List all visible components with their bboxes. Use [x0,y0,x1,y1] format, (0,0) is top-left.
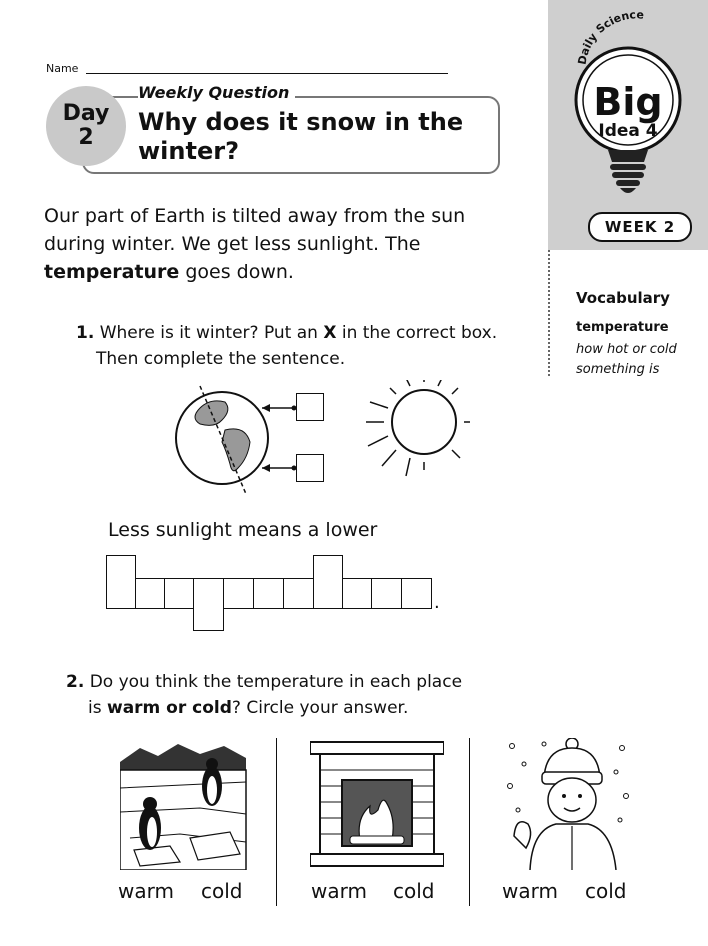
big-idea-bulb-icon [548,0,708,210]
letter-box[interactable] [253,578,284,609]
question-2-line2a: is [88,698,107,718]
question-2-line1: Do you think the temperature in each place [89,672,463,692]
intro-paragraph [44,202,504,286]
question-1-x: X [323,323,337,343]
letter-box[interactable] [371,578,402,609]
series-arc-text: Daily Science [575,8,645,66]
day-number: 2 [78,125,94,150]
choice-warm-fireplace[interactable]: warm [311,879,367,903]
idea-label: Idea 4 [598,121,658,141]
letter-box[interactable] [135,578,165,609]
question-2 [66,669,536,721]
column-divider [276,738,277,906]
letter-box[interactable] [283,578,314,609]
question-2-bold: warm or cold [106,698,232,718]
sentence-prompt: Less sunlight means a lower [108,519,378,541]
intro-text-2: goes down. [179,261,294,283]
south-hemisphere-checkbox[interactable] [296,454,324,482]
letter-box[interactable] [164,578,194,609]
weekly-question-label: Weekly Question [138,83,295,102]
vocabulary-term: temperature [576,320,669,335]
question-1-line1a: Where is it winter? Put an [99,323,324,343]
question-1-line1b: in the correct box. [336,323,498,343]
choice-warm-penguins[interactable]: warm [118,879,174,903]
fireplace-icon [310,740,444,870]
child-in-snow-icon [504,738,634,870]
letter-box[interactable] [401,578,432,609]
name-label: Name [46,62,79,75]
sidebar-divider [548,250,550,376]
question-1 [76,320,546,372]
letter-box[interactable] [106,555,136,609]
question-2-number: 2. [66,672,85,692]
choice-cold-penguins[interactable]: cold [201,879,243,903]
earth-icon [176,386,268,494]
question-2-line2b: ? Circle your answer. [231,698,409,718]
north-hemisphere-checkbox[interactable] [296,393,324,421]
weekly-question: Why does it snow in the winter? [138,108,464,165]
letter-box[interactable] [193,578,224,631]
vocabulary-definition: how hot or cold something is [576,342,677,377]
question-1-number: 1. [76,323,95,343]
vocabulary-title: Vocabulary [576,289,670,307]
letter-box[interactable] [223,578,254,609]
question-1-line2: Then complete the sentence. [96,349,346,369]
choice-cold-snow[interactable]: cold [585,879,627,903]
big-label: Big [593,80,663,124]
intro-bold-term: temperature [44,261,180,283]
sentence-period: . [434,592,440,613]
choice-warm-snow[interactable]: warm [502,879,558,903]
name-field[interactable] [86,73,448,74]
sun-icon [366,380,470,476]
penguins-ice-icon [120,742,250,870]
choice-cold-fireplace[interactable]: cold [393,879,435,903]
letter-box[interactable] [342,578,372,609]
intro-text-1: Our part of Earth is tilted away from the sun during winter. We get less sunlight. The [44,205,466,255]
column-divider [469,738,470,906]
week-badge: WEEK 2 [588,212,692,242]
day-badge [46,86,126,166]
day-word: Day [62,101,110,126]
letter-box[interactable] [313,555,343,609]
